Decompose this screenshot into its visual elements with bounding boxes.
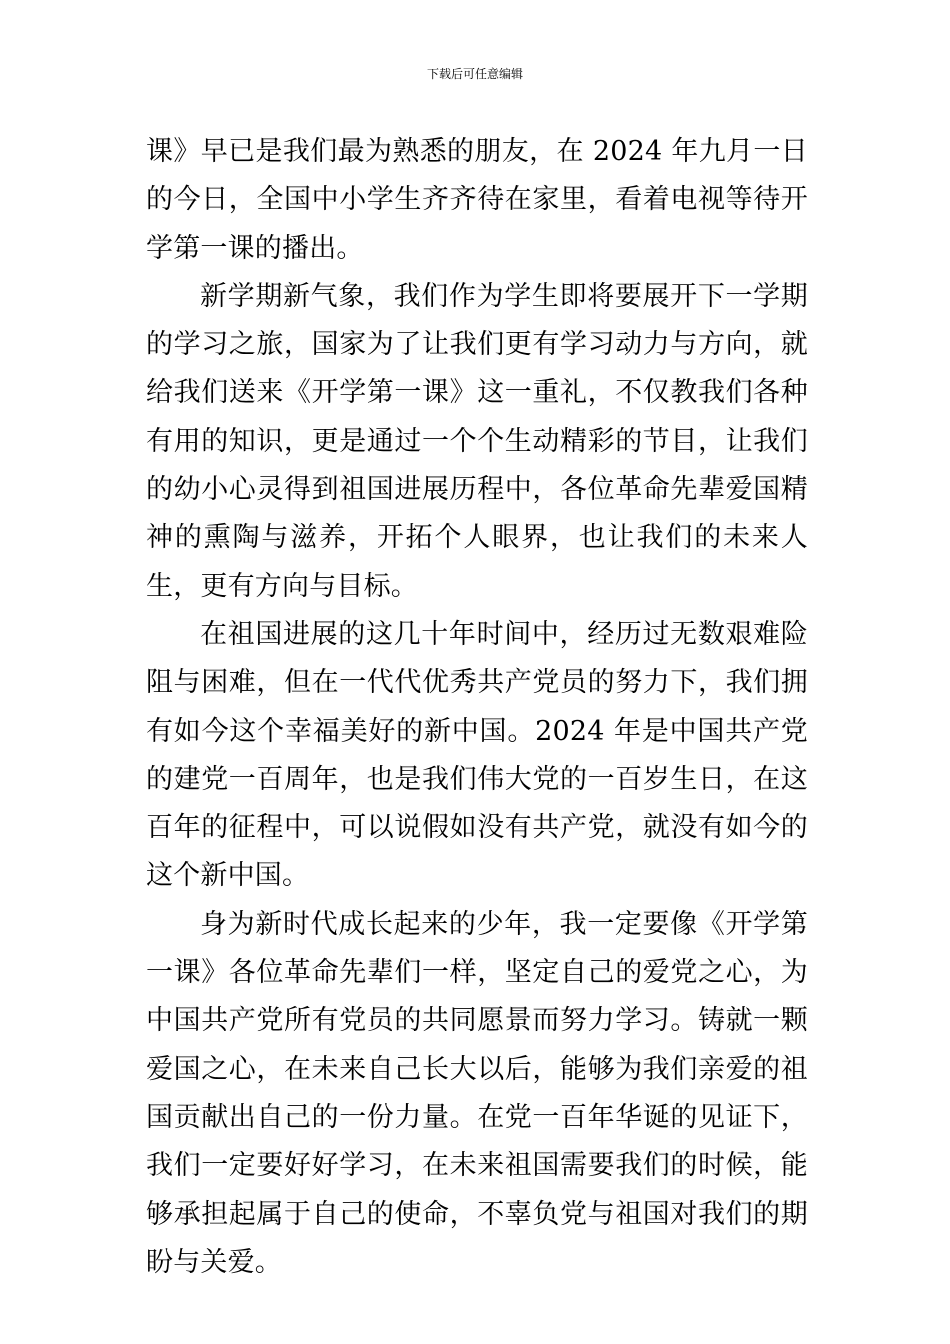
page-header: 下载后可任意编辑 [426,67,523,81]
paragraph: 在祖国进展的这几十年时间中，经历过无数艰难险阻与困难，但在一代代优秀共产党员的努力下，我们拥有如今这个幸福美好的新中国。2024 年是中国共产党的建党一百周年，也是我们伟大党的一百岁生日，在这百年的征程中，可以说假如没有共产党，就没有如今的这个新中国。 [146,618,808,892]
paragraph: 新学期新气象，我们作为学生即将要展开下一学期的学习之旅，国家为了让我们更有学习动力与方向，就给我们送来《开学第一课》这一重礼，不仅教我们各种有用的知识，更是通过一个个生动精彩的节目，让我们的幼小心灵得到祖国进展历程中，各位革命先辈爱国精神的熏陶与滋养，开拓个人眼界，也让我们的未来人生，更有方向与目标。 [146,280,808,602]
document-body [146,128,808,1287]
paragraph: 课》早已是我们最为熟悉的朋友，在 2024 年九月一日的今日，全国中小学生齐齐待在家里，看着电视等待开学第一课的播出。 [146,136,808,264]
paragraph: 身为新时代成长起来的少年，我一定要像《开学第一课》各位革命先辈们一样，坚定自己的爱党之心，为中国共产党所有党员的共同愿景而努力学习。铸就一颗爱国之心，在未来自己长大以后，能够为我们亲爱的祖国贡献出自己的一份力量。在党一百年华诞的见证下，我们一定要好好学习，在未来祖国需要我们的时候，能够承担起属于自己的使命，不辜负党与祖国对我们的期盼与关爱。 [146,908,808,1278]
